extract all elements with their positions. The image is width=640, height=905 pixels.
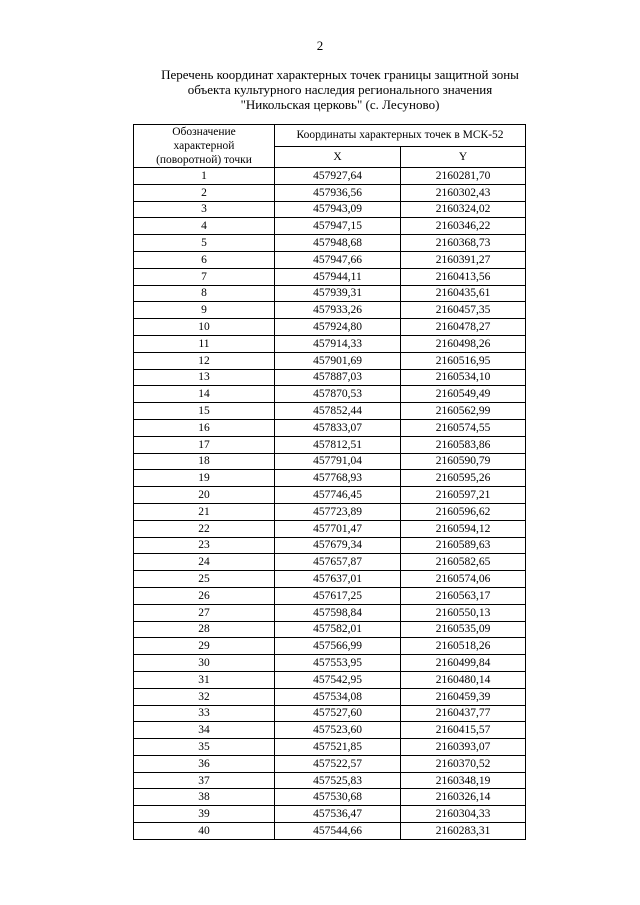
point-number-cell: 13 bbox=[134, 369, 275, 386]
x-coordinate-cell: 457901,69 bbox=[275, 352, 401, 369]
y-coordinate-cell: 2160574,06 bbox=[401, 571, 526, 588]
y-coordinate-cell: 2160516,95 bbox=[401, 352, 526, 369]
y-coordinate-cell: 2160550,13 bbox=[401, 604, 526, 621]
y-coordinate-cell: 2160283,31 bbox=[401, 823, 526, 840]
table-row bbox=[134, 369, 526, 386]
y-coordinate-cell: 2160549,49 bbox=[401, 386, 526, 403]
y-coordinate-cell: 2160324,02 bbox=[401, 201, 526, 218]
table-row bbox=[134, 755, 526, 772]
table-row bbox=[134, 604, 526, 621]
y-coordinate-cell: 2160457,35 bbox=[401, 302, 526, 319]
y-coordinate-cell: 2160594,12 bbox=[401, 520, 526, 537]
x-coordinate-cell: 457812,51 bbox=[275, 436, 401, 453]
table-row bbox=[134, 571, 526, 588]
table-row bbox=[134, 503, 526, 520]
point-number-cell: 12 bbox=[134, 352, 275, 369]
x-coordinate-cell: 457791,04 bbox=[275, 453, 401, 470]
x-coordinate-cell: 457701,47 bbox=[275, 520, 401, 537]
y-coordinate-cell: 2160302,43 bbox=[401, 184, 526, 201]
x-coordinate-cell: 457523,60 bbox=[275, 722, 401, 739]
table-row bbox=[134, 453, 526, 470]
table-row bbox=[134, 352, 526, 369]
page-number: 2 bbox=[316, 38, 324, 53]
y-coordinate-cell: 2160480,14 bbox=[401, 671, 526, 688]
x-coordinate-cell: 457936,56 bbox=[275, 184, 401, 201]
y-coordinate-cell: 2160437,77 bbox=[401, 705, 526, 722]
table-row bbox=[134, 722, 526, 739]
point-number-cell: 31 bbox=[134, 671, 275, 688]
point-number-cell: 18 bbox=[134, 453, 275, 470]
table-row bbox=[134, 184, 526, 201]
point-number-cell: 9 bbox=[134, 302, 275, 319]
x-coordinate-cell: 457870,53 bbox=[275, 386, 401, 403]
x-coordinate-cell: 457723,89 bbox=[275, 503, 401, 520]
y-coordinate-cell: 2160304,33 bbox=[401, 806, 526, 823]
table-row bbox=[134, 168, 526, 185]
x-coordinate-cell: 457679,34 bbox=[275, 537, 401, 554]
y-coordinate-cell: 2160595,26 bbox=[401, 470, 526, 487]
y-coordinate-cell: 2160499,84 bbox=[401, 655, 526, 672]
table-row bbox=[134, 251, 526, 268]
x-coordinate-cell: 457637,01 bbox=[275, 571, 401, 588]
x-coordinate-cell: 457943,09 bbox=[275, 201, 401, 218]
title-line: Перечень координат характерных точек границы защитной зоны bbox=[161, 67, 519, 82]
table-row bbox=[134, 285, 526, 302]
x-coordinate-cell: 457617,25 bbox=[275, 587, 401, 604]
y-coordinate-cell: 2160346,22 bbox=[401, 218, 526, 235]
point-number-cell: 17 bbox=[134, 436, 275, 453]
x-coordinate-cell: 457768,93 bbox=[275, 470, 401, 487]
table-row bbox=[134, 739, 526, 756]
point-number-cell: 21 bbox=[134, 503, 275, 520]
y-coordinate-cell: 2160535,09 bbox=[401, 621, 526, 638]
y-coordinate-cell: 2160478,27 bbox=[401, 319, 526, 336]
point-number-cell: 32 bbox=[134, 688, 275, 705]
point-number-cell: 20 bbox=[134, 487, 275, 504]
point-number-cell: 38 bbox=[134, 789, 275, 806]
x-coordinate-cell: 457553,95 bbox=[275, 655, 401, 672]
point-number-cell: 30 bbox=[134, 655, 275, 672]
x-coordinate-cell: 457544,66 bbox=[275, 823, 401, 840]
point-number-cell: 15 bbox=[134, 403, 275, 420]
point-number-cell: 37 bbox=[134, 772, 275, 789]
point-number-cell: 5 bbox=[134, 235, 275, 252]
point-number-cell: 35 bbox=[134, 739, 275, 756]
y-coordinate-cell: 2160459,39 bbox=[401, 688, 526, 705]
point-number-cell: 22 bbox=[134, 520, 275, 537]
y-coordinate-cell: 2160534,10 bbox=[401, 369, 526, 386]
x-coordinate-cell: 457582,01 bbox=[275, 621, 401, 638]
header-point bbox=[134, 125, 275, 168]
title-line: "Никольская церковь" (с. Лесуново) bbox=[240, 97, 440, 112]
table-row bbox=[134, 638, 526, 655]
table-row bbox=[134, 218, 526, 235]
point-number-cell: 28 bbox=[134, 621, 275, 638]
x-coordinate-cell: 457947,15 bbox=[275, 218, 401, 235]
table-row bbox=[134, 302, 526, 319]
table-row bbox=[134, 554, 526, 571]
x-coordinate-cell: 457525,83 bbox=[275, 772, 401, 789]
table-row bbox=[134, 671, 526, 688]
table-row bbox=[134, 419, 526, 436]
y-coordinate-cell: 2160326,14 bbox=[401, 789, 526, 806]
table-row bbox=[134, 537, 526, 554]
x-coordinate-cell: 457833,07 bbox=[275, 419, 401, 436]
table-row bbox=[134, 335, 526, 352]
y-coordinate-cell: 2160582,65 bbox=[401, 554, 526, 571]
point-number-cell: 14 bbox=[134, 386, 275, 403]
y-coordinate-cell: 2160563,17 bbox=[401, 587, 526, 604]
table-row bbox=[134, 789, 526, 806]
y-coordinate-cell: 2160413,56 bbox=[401, 268, 526, 285]
x-coordinate-cell: 457927,64 bbox=[275, 168, 401, 185]
x-coordinate-cell: 457534,08 bbox=[275, 688, 401, 705]
point-number-cell: 2 bbox=[134, 184, 275, 201]
point-number-cell: 16 bbox=[134, 419, 275, 436]
y-coordinate-cell: 2160368,73 bbox=[401, 235, 526, 252]
y-coordinate-cell: 2160393,07 bbox=[401, 739, 526, 756]
document-title bbox=[130, 67, 550, 112]
table-row bbox=[134, 319, 526, 336]
table-row bbox=[134, 436, 526, 453]
point-number-cell: 10 bbox=[134, 319, 275, 336]
table-row bbox=[134, 705, 526, 722]
y-coordinate-cell: 2160370,52 bbox=[401, 755, 526, 772]
x-coordinate-cell: 457542,95 bbox=[275, 671, 401, 688]
table-row bbox=[134, 235, 526, 252]
y-coordinate-cell: 2160435,61 bbox=[401, 285, 526, 302]
y-coordinate-cell: 2160596,62 bbox=[401, 503, 526, 520]
x-coordinate-cell: 457530,68 bbox=[275, 789, 401, 806]
table-row bbox=[134, 268, 526, 285]
table-row bbox=[134, 772, 526, 789]
y-coordinate-cell: 2160415,57 bbox=[401, 722, 526, 739]
x-coordinate-cell: 457944,11 bbox=[275, 268, 401, 285]
point-number-cell: 1 bbox=[134, 168, 275, 185]
x-coordinate-cell: 457536,47 bbox=[275, 806, 401, 823]
point-number-cell: 11 bbox=[134, 335, 275, 352]
table-row bbox=[134, 621, 526, 638]
y-coordinate-cell: 2160562,99 bbox=[401, 403, 526, 420]
y-coordinate-cell: 2160590,79 bbox=[401, 453, 526, 470]
y-coordinate-cell: 2160498,26 bbox=[401, 335, 526, 352]
x-coordinate-cell: 457522,57 bbox=[275, 755, 401, 772]
table-row bbox=[134, 688, 526, 705]
point-number-cell: 4 bbox=[134, 218, 275, 235]
x-coordinate-cell: 457657,87 bbox=[275, 554, 401, 571]
table-row bbox=[134, 470, 526, 487]
x-coordinate-cell: 457852,44 bbox=[275, 403, 401, 420]
table-row bbox=[134, 806, 526, 823]
y-coordinate-cell: 2160281,70 bbox=[401, 168, 526, 185]
y-coordinate-cell: 2160589,63 bbox=[401, 537, 526, 554]
table-body bbox=[134, 168, 526, 840]
header-point-line: Обозначение bbox=[172, 126, 236, 138]
x-coordinate-cell: 457933,26 bbox=[275, 302, 401, 319]
table-row bbox=[134, 520, 526, 537]
y-coordinate-cell: 2160583,86 bbox=[401, 436, 526, 453]
y-coordinate-cell: 2160574,55 bbox=[401, 419, 526, 436]
point-number-cell: 27 bbox=[134, 604, 275, 621]
point-number-cell: 7 bbox=[134, 268, 275, 285]
point-number-cell: 26 bbox=[134, 587, 275, 604]
point-number-cell: 34 bbox=[134, 722, 275, 739]
point-number-cell: 40 bbox=[134, 823, 275, 840]
table-row bbox=[134, 403, 526, 420]
header-point-line: характерной bbox=[173, 140, 235, 152]
point-number-cell: 29 bbox=[134, 638, 275, 655]
x-coordinate-cell: 457598,84 bbox=[275, 604, 401, 621]
point-number-cell: 23 bbox=[134, 537, 275, 554]
table-row bbox=[134, 386, 526, 403]
point-number-cell: 19 bbox=[134, 470, 275, 487]
x-coordinate-cell: 457914,33 bbox=[275, 335, 401, 352]
x-coordinate-cell: 457527,60 bbox=[275, 705, 401, 722]
title-line: объекта культурного наследия регионального значения bbox=[187, 82, 493, 97]
header-y: Y bbox=[401, 146, 526, 168]
point-number-cell: 25 bbox=[134, 571, 275, 588]
y-coordinate-cell: 2160597,21 bbox=[401, 487, 526, 504]
point-number-cell: 39 bbox=[134, 806, 275, 823]
point-number-cell: 36 bbox=[134, 755, 275, 772]
x-coordinate-cell: 457948,68 bbox=[275, 235, 401, 252]
coordinates-table bbox=[133, 124, 526, 840]
x-coordinate-cell: 457947,66 bbox=[275, 251, 401, 268]
point-number-cell: 24 bbox=[134, 554, 275, 571]
point-number-cell: 33 bbox=[134, 705, 275, 722]
header-x: X bbox=[275, 146, 401, 168]
table-row bbox=[134, 201, 526, 218]
point-number-cell: 3 bbox=[134, 201, 275, 218]
x-coordinate-cell: 457566,99 bbox=[275, 638, 401, 655]
table-row bbox=[134, 823, 526, 840]
point-number-cell: 6 bbox=[134, 251, 275, 268]
y-coordinate-cell: 2160518,26 bbox=[401, 638, 526, 655]
x-coordinate-cell: 457521,85 bbox=[275, 739, 401, 756]
header-point-line: (поворотной) точки bbox=[156, 154, 252, 166]
x-coordinate-cell: 457887,03 bbox=[275, 369, 401, 386]
x-coordinate-cell: 457924,80 bbox=[275, 319, 401, 336]
y-coordinate-cell: 2160348,19 bbox=[401, 772, 526, 789]
table-row bbox=[134, 587, 526, 604]
x-coordinate-cell: 457939,31 bbox=[275, 285, 401, 302]
x-coordinate-cell: 457746,45 bbox=[275, 487, 401, 504]
table-row bbox=[134, 655, 526, 672]
header-coords: Координаты характерных точек в МСК-52 bbox=[275, 125, 526, 147]
table-row bbox=[134, 487, 526, 504]
point-number-cell: 8 bbox=[134, 285, 275, 302]
y-coordinate-cell: 2160391,27 bbox=[401, 251, 526, 268]
